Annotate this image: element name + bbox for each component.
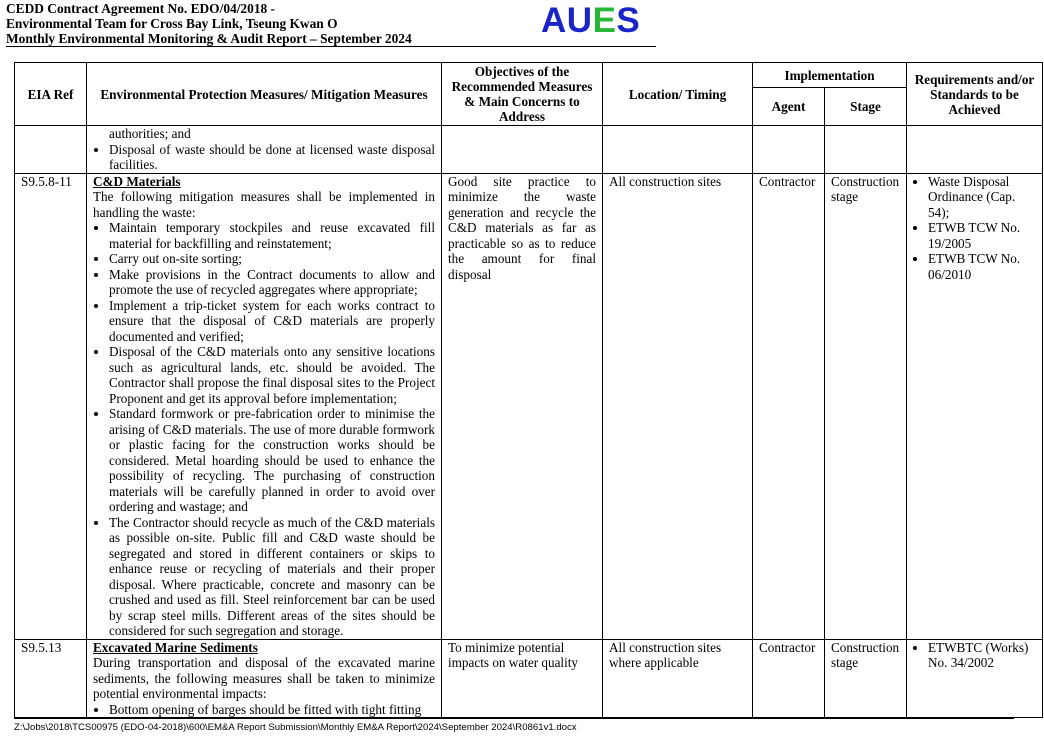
table-row-continuation: [15, 126, 1043, 174]
aues-logo: [541, 0, 640, 42]
list-item: • ETWBTC (Works) No. 34/2002: [928, 640, 1036, 671]
cell-requirements: [907, 639, 1043, 718]
section-intro: During transportation and disposal of the excavated marine sediments, the following measures shall be taken to minimize potential environmental impacts:: [93, 655, 435, 701]
list-item: • The Contractor should recycle as much of the C&D materials as possible on-site. Public fill and C&D waste should be segregated and stored in different containers or skips to enhance reuse or recycling of materials and their proper disposal. Where practicable, concrete and masonry can be crushed and used as fill. Steel reinforcement bar can be used by scrap steel mills. Different areas of the sites should be considered for such segregation and storage.: [109, 515, 435, 639]
header-contract-line: CEDD Contract Agreement No. EDO/04/2018 -: [6, 1, 276, 16]
cell-agent: Contractor: [753, 173, 825, 639]
cell-requirements: [907, 173, 1043, 639]
cell-location: All construction sites where applicable: [603, 639, 753, 718]
header-measures: Environmental Protection Measures/ Mitigation Measures: [87, 63, 442, 126]
cd-measures-list: [93, 220, 435, 639]
list-item: • Disposal of the C&D materials onto any sensitive locations such as agricultural lands, etc. should be avoided. The Contractor shall propose the final disposal sites to the Project Proponent and get its approval before implementation;: [109, 344, 435, 406]
cell-measures: [87, 173, 442, 639]
logo-letter-u: U: [566, 1, 593, 40]
cell-empty: [442, 126, 603, 174]
logo-letter-a: A: [541, 1, 567, 40]
cell-stage: Construction stage: [825, 639, 907, 718]
table-row-cd-materials: [15, 173, 1043, 639]
list-item: • Waste Disposal Ordinance (Cap. 54);: [928, 174, 1036, 221]
table-header-row: [15, 63, 1043, 88]
header-eia-ref: EIA Ref: [15, 63, 87, 126]
footer-divider: [14, 718, 1014, 719]
list-item: • Maintain temporary stockpiles and reuse excavated fill material for backfilling and reinstatement;: [109, 220, 435, 251]
list-item: • Standard formwork or pre-fabrication order to minimise the arising of C&D materials. The use of more durable formwork or plastic facing for the construction works should be considered. Metal hoarding should be used to enhance the possibility of recycling. The purchasing of construction materials will be carefully planned in order to avoid over ordering and wastage; and: [109, 406, 435, 515]
cell-measures: [87, 639, 442, 718]
section-intro: The following mitigation measures shall be implemented in handling the waste:: [93, 189, 435, 220]
marine-measures-list: [93, 702, 435, 718]
mitigation-measures-table: [14, 62, 1043, 718]
list-item: • Bottom opening of barges should be fitted with tight fitting: [109, 702, 435, 718]
header-project-line: Environmental Team for Cross Bay Link, Tseung Kwan O: [6, 16, 338, 31]
cell-empty: [603, 126, 753, 174]
header-implementation: Implementation: [753, 63, 907, 88]
section-title: Excavated Marine Sediments: [93, 639, 258, 655]
cell-objectives: To minimize potential impacts on water quality: [442, 639, 603, 718]
list-item: • ETWB TCW No. 06/2010: [928, 251, 1036, 282]
list-item: • Make provisions in the Contract documents to allow and promote the use of recycled aggregates where appropriate;: [109, 267, 435, 298]
table-row-marine-sediments: [15, 639, 1043, 718]
list-item: • ETWB TCW No. 19/2005: [928, 220, 1036, 251]
footer-file-path: Z:\Jobs\2018\TCS00975 (EDO-04-2018)\600\EM&A Report Submission\Monthly EM&A Report\2024\September 2024\R0861v1.docx: [14, 722, 577, 733]
list-item: • Disposal of waste should be done at licensed waste disposal facilities.: [109, 142, 435, 173]
section-title: C&D Materials: [93, 173, 181, 189]
cell-ref: S9.5.8-11: [15, 173, 87, 639]
continuation-list: [93, 142, 435, 173]
list-item: • Carry out on-site sorting;: [109, 251, 435, 267]
cell-agent: Contractor: [753, 639, 825, 718]
cell-empty: [15, 126, 87, 174]
header-report-line: Monthly Environmental Monitoring & Audit Report – September 2024: [6, 31, 412, 46]
header-divider: [6, 46, 656, 47]
cell-empty: [907, 126, 1043, 174]
cell-empty: [825, 126, 907, 174]
cell-ref: S9.5.13: [15, 639, 87, 718]
header-location: Location/ Timing: [603, 63, 753, 126]
header-objectives: Objectives of the Recommended Measures & Main Concerns to Address: [442, 63, 603, 126]
header-stage: Stage: [825, 88, 907, 126]
continuation-text: authorities; and: [109, 126, 191, 141]
cell-objectives: Good site practice to minimize the waste generation and recycle the C&D materials as far as practicable so as to reduce the amount for final disposal: [442, 173, 603, 639]
header-agent: Agent: [753, 88, 825, 126]
logo-letter-s: S: [616, 1, 641, 40]
list-item: • Implement a trip-ticket system for each works contract to ensure that the disposal of C&D materials are properly documented and verified;: [109, 298, 435, 345]
cell-empty: [753, 126, 825, 174]
cell-stage: Construction stage: [825, 173, 907, 639]
header-requirements: Requirements and/or Standards to be Achieved: [907, 63, 1043, 126]
requirements-list: [913, 174, 1036, 283]
cell-location: All construction sites: [603, 173, 753, 639]
cell-measures: [87, 126, 442, 174]
requirements-list: [913, 640, 1036, 671]
logo-letter-e: E: [592, 1, 617, 40]
